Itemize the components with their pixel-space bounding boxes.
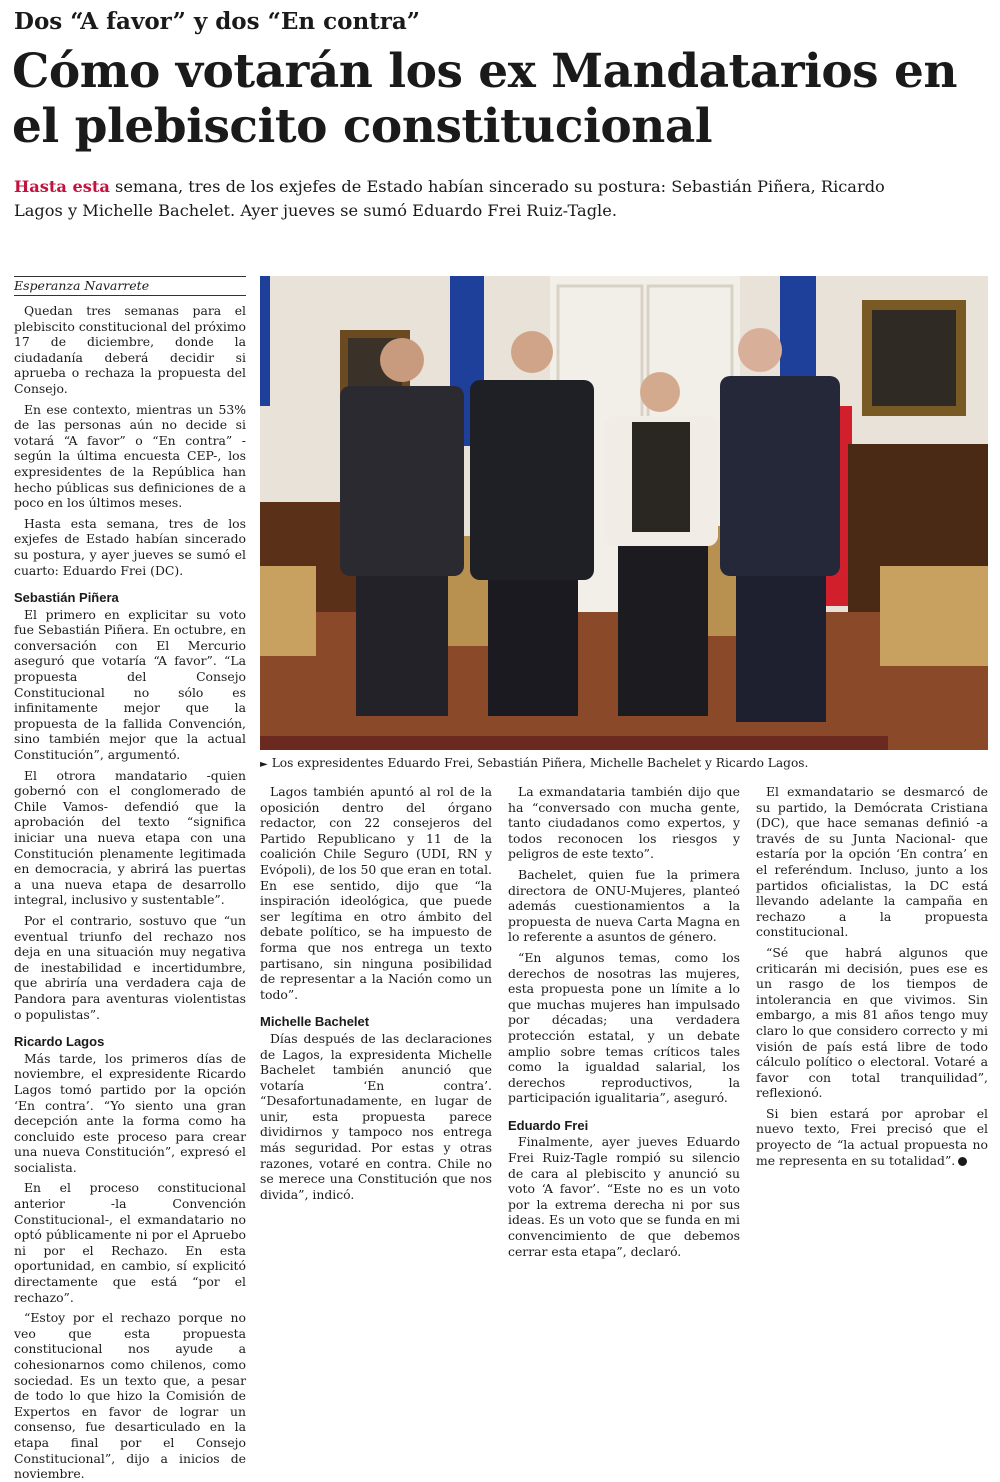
body-paragraph: En el proceso constitucional anterior -la Convención Constitucional-, el exmandatario no optó públicamente ni por el Apruebo ni por el Rechazo. En esta oportunidad, en cambio, sí explicitó directamente que está “por el rechazo”. — [14, 1180, 246, 1305]
body-paragraph: Días después de las declaraciones de Lagos, la expresidenta Michelle Bachelet también anunció que votaría ‘En contra’. “Desafortunadamente, en lugar de unir, esta propuesta parece dividirnos y tampoco nos entrega más seguridad. Por estas y otras razones, votaré en contra. Chile no se merece una Constitución que nos divida”, indicó. — [260, 1030, 492, 1202]
body-paragraph — [756, 1106, 988, 1168]
lead-highlight: Hasta esta — [14, 177, 110, 196]
person-bachelet — [604, 372, 718, 716]
photo-expresidentes — [260, 276, 988, 750]
intro-paragraph: En ese contexto, mientras un 53% de las personas aún no decide si votará “A favor” o “En contra” -según la última encuesta CEP-, los expresidentes de la República han hecho públicas sus definiciones de a poco en los últimos meses. — [14, 401, 246, 511]
kicker: Dos “A favor” y dos “En contra” — [14, 8, 421, 35]
flag-right-blue — [780, 276, 816, 386]
body-paragraph: “Estoy por el rechazo porque no veo que esta propuesta constitucional nos ayude a cohesionarnos como chilenos, como sociedad. Es un texto que, a pesar de todo lo que hizo la Comisión de Expertos en favor de lograr un consenso, fue desarticulado en la etapa final por el Consejo Constitucional”, dijo a inicios de noviembre. — [14, 1310, 246, 1482]
column-2 — [260, 784, 492, 1202]
byline: Esperanza Navarrete — [14, 276, 246, 296]
lead-paragraph — [14, 175, 914, 223]
section-heading-bachelet: Michelle Bachelet — [260, 1014, 370, 1030]
intro-paragraph: Hasta esta semana, tres de los exjefes de Estado habían sincerado su postura, y ayer jueves se sumó el cuarto: Eduardo Frei (DC). — [14, 515, 246, 578]
intro-paragraph: Quedan tres semanas para el plebiscito constitucional del próximo 17 de diciembre, donde la ciudadanía deberá decidir si aprueba o rechaza la propuesta del Consejo. — [14, 303, 246, 396]
body-paragraph: Más tarde, los primeros días de noviembre, el expresidente Ricardo Lagos tomó partido por la opción ‘En contra’. “Yo siento una gran decepción ante la forma como ha concluido este proceso para crear una nueva Constitución”, expresó el socialista. — [14, 1050, 246, 1175]
person-pinera — [470, 331, 594, 716]
end-mark-icon — [958, 1157, 967, 1166]
headline: Cómo votarán los ex Mandatarios en el plebiscito constitucional — [12, 44, 958, 154]
photo-illustration — [260, 276, 988, 750]
body-paragraph: Finalmente, ayer jueves Eduardo Frei Ruiz-Tagle rompió su silencio de cara al plebiscito y anunció su voto ‘A favor’. “Este no es un voto por la extrema derecha ni por sus ideas. Es un voto que se funda en mi convencimiento de que debemos cerrar esta etapa”, declaró. — [508, 1134, 740, 1259]
rug — [260, 736, 888, 750]
photo-caption — [260, 756, 988, 772]
caption-text: Los expresidentes Eduardo Frei, Sebastián Piñera, Michelle Bachelet y Ricardo Lagos. — [271, 756, 809, 770]
body-paragraph: El otrora mandatario -quien gobernó con el conglomerado de Chile Vamos- defendió que la aprobación del texto “significa iniciar una nueva etapa con una Constitución plenamente legitimada en democracia, y abrirá las puertas a una nueva etapa de desarrollo integral, inclusivo y sustentable”. — [14, 767, 246, 908]
person-frei — [340, 338, 464, 716]
body-paragraph: El primero en explicitar su voto fue Sebastián Piñera. En octubre, en conversación con El Mercurio aseguró que votaría “A favor”. “La propuesta del Consejo Constitucional no sólo es infinitamente mejor que la propuesta de la fallida Convención, sino también mejor que la actual Constitución”, argumentó. — [14, 606, 246, 763]
caption-arrow-icon: ► — [260, 759, 268, 770]
section-heading-pinera: Sebastián Piñera — [14, 590, 119, 606]
column-4 — [756, 784, 988, 1168]
body-paragraph: El exmandatario se desmarcó de su partido, la Demócrata Cristiana (DC), que hace semanas definió -a través de su Junta Nacional- que estaría por la opción ‘En contra’ en el referéndum. Incluso, junto a los partidos oficialistas, la DC está llevando adelante la campaña en rechazo a la propuesta constitucional. — [756, 784, 988, 940]
section-heading-lagos: Ricardo Lagos — [14, 1034, 105, 1050]
body-paragraph: Por el contrario, sostuvo que “un eventual triunfo del rechazo nos deja en una situación muy negativa de inestabilidad e incertidumbre, que abriría una verdadera caja de Pandora para aventuras violentistas o populistas”. — [14, 912, 246, 1022]
body-paragraph: Lagos también apuntó al rol de la oposición dentro del órgano redactor, con 22 consejeros del Partido Republicano y 11 de la coalición Chile Seguro (UDI, RN y Evópoli), de los 50 que eran en total. En ese sentido, dijo que “la inspiración ideológica, que puede ser legítima en otro ámbito del debate político, se ha impuesto de forma que nos entrega un texto partisano, sin ninguna posibilidad de representar a la Nación como un todo”. — [260, 784, 492, 1002]
chair-far-right — [880, 566, 988, 666]
section-heading-frei: Eduardo Frei — [508, 1117, 589, 1133]
body-paragraph: La exmandataria también dijo que ha “conversado con mucha gente, tanto ciudadanos como expertos, y todos reconocen los riesgos y peligros de este texto”. — [508, 784, 740, 862]
column-1 — [14, 303, 246, 1482]
final-text: Si bien estará por aprobar el nuevo texto, Frei precisó que el proyecto de “la actual propuesta no me representa en su totalidad”. — [756, 1105, 988, 1168]
person-lagos — [720, 328, 840, 722]
chair-left — [260, 566, 316, 656]
body-paragraph: “En algunos temas, como los derechos de nosotras las mujeres, esta propuesta pone un límite a lo que muchas mujeres han impulsado por décadas; una verdadera protección estatal, y un debate amplio sobre temas críticos tales como la igualdad salarial, los derechos reproductivos, la participación igualitaria”, aseguró. — [508, 949, 740, 1106]
body-paragraph: Bachelet, quien fue la primera directora de ONU-Mujeres, planteó además cuestionamientos a la propuesta de nueva Carta Magna en lo referente a asuntos de género. — [508, 866, 740, 945]
column-3 — [508, 784, 740, 1259]
lead-text: semana, tres de los exjefes de Estado habían sincerado su postura: Sebastián Piñera, Ricardo Lagos y Michelle Bachelet. Ayer jueves se sumó Eduardo Frei Ruiz-Tagle. — [14, 177, 885, 220]
body-paragraph: “Sé que habrá algunos que criticarán mi decisión, pues ese es un rasgo de los tiempos de intolerancia en que vivimos. Sin embargo, a mis 81 años tengo muy claro lo que considero correcto y mi visión de país está libre de todo cálculo político o electoral. Votaré a favor con total tranquilidad”, reflexionó. — [756, 944, 988, 1101]
